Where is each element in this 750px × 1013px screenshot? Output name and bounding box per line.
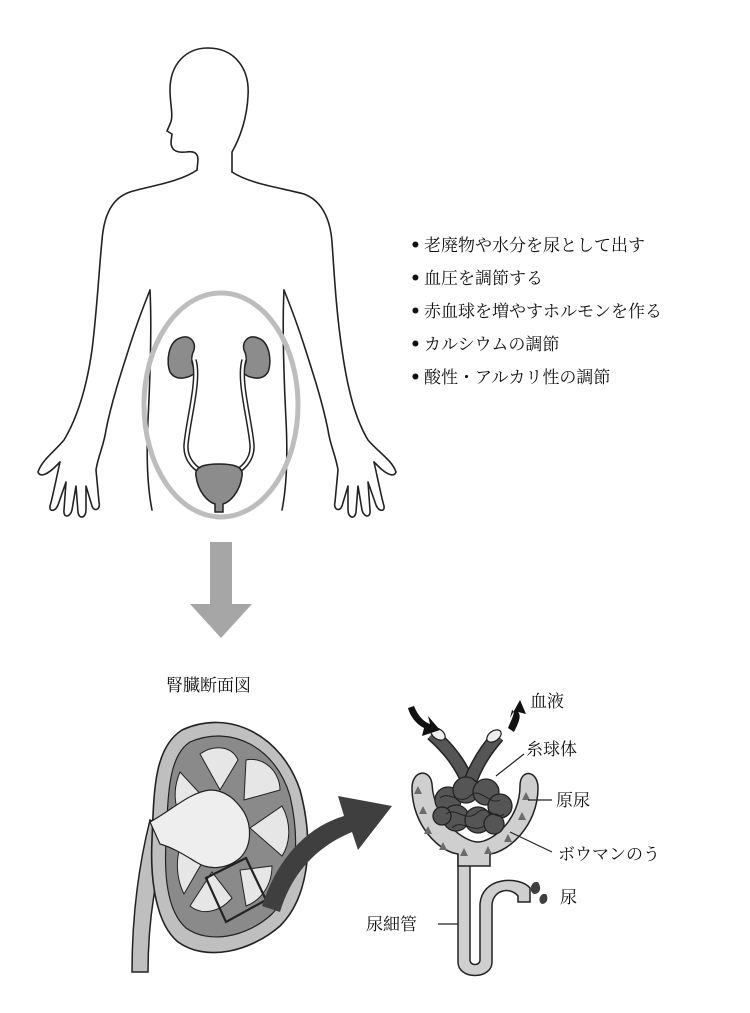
glomerulus [433, 777, 512, 834]
kidney-function-list [410, 230, 662, 395]
kidneys-bladder-icon [168, 337, 270, 512]
urine-drop-icon [531, 882, 540, 894]
list-item: • 赤血球を増やすホルモンを作る [410, 296, 662, 329]
bladder [196, 464, 242, 512]
down-arrow-icon [190, 542, 252, 638]
blood-out-arrow-icon [508, 700, 526, 732]
bullet-icon: • [410, 368, 421, 388]
right-kidney [242, 337, 270, 378]
kidney-cross-section [132, 722, 308, 972]
label-urine: 尿 [560, 888, 577, 908]
section-title: 腎臓断面図 [166, 676, 251, 696]
bullet-icon: • [410, 335, 421, 355]
list-item: • 老廃物や水分を尿として出す [410, 230, 662, 263]
label-glomerulus: 糸球体 [526, 740, 577, 760]
left-kidney [168, 337, 196, 378]
bullet-icon: • [410, 236, 421, 256]
blood-in-arrow-icon [408, 706, 440, 736]
label-primary-urine: 原尿 [556, 791, 590, 811]
label-renal-tubule: 尿細管 [366, 915, 417, 935]
bullet-icon: • [410, 269, 421, 289]
label-bowman-capsule: ボウマンのう [558, 845, 660, 865]
label-blood: 血液 [530, 692, 564, 712]
list-item: • 血圧を調節する [410, 263, 662, 296]
list-item: • 酸性・アルカリ性の調節 [410, 362, 662, 395]
list-item: • カルシウムの調節 [410, 329, 662, 362]
human-body-silhouette-icon [38, 48, 396, 517]
bullet-icon: • [410, 302, 421, 322]
